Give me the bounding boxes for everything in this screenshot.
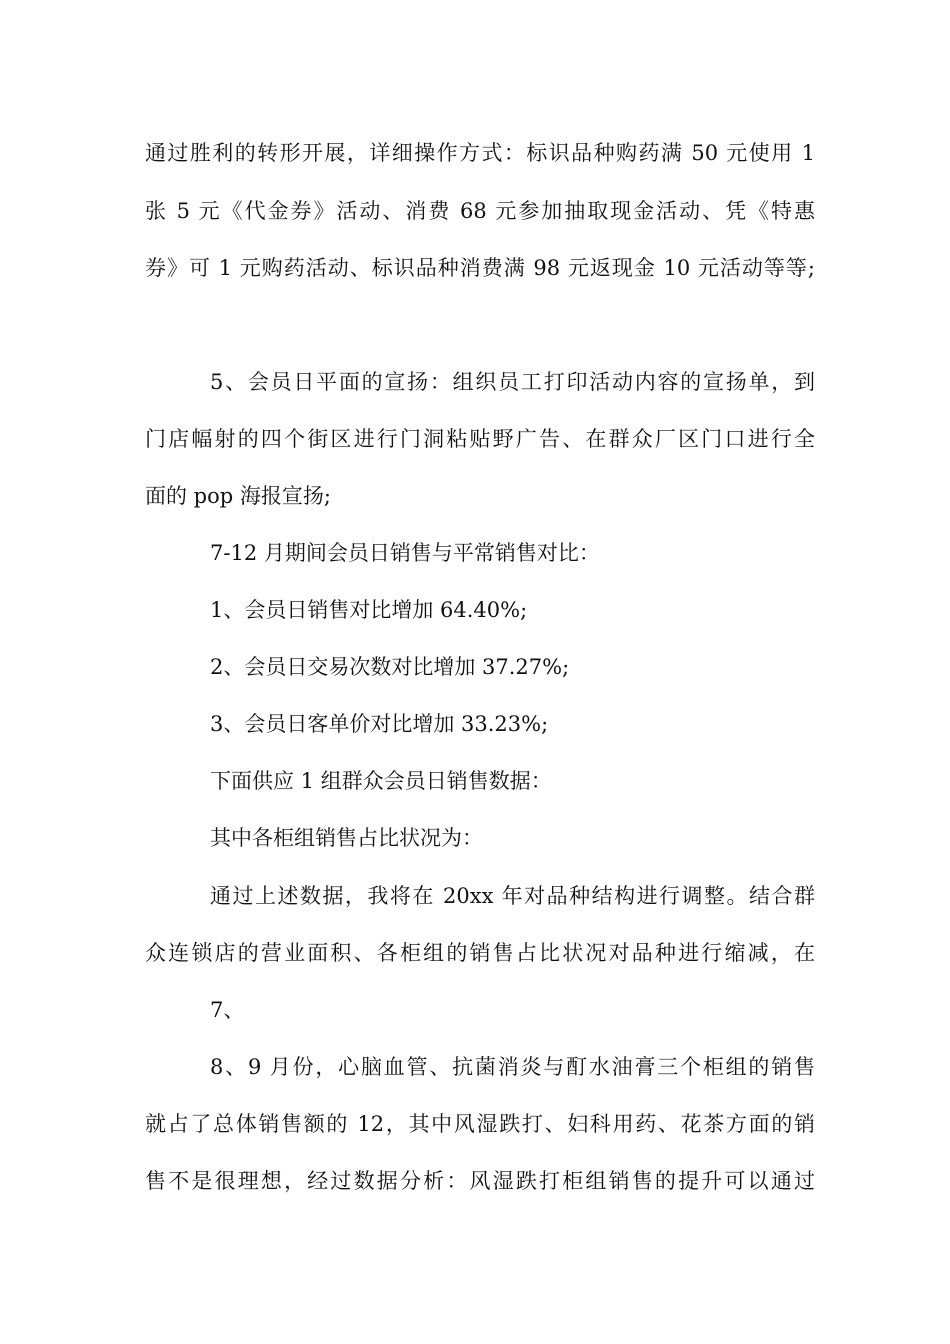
paragraph-line: 通过上述数据，我将在 20xx 年对品种结构进行调整。结合群 — [210, 884, 815, 908]
paragraph-line: 1、会员日销售对比增加 64.40%; — [210, 598, 528, 622]
paragraph-line: 5、会员日平面的宣扬：组织员工打印活动内容的宣扬单，到 — [210, 370, 815, 394]
paragraph-line: 2、会员日交易次数对比增加 37.27%; — [210, 655, 570, 679]
paragraph-line: 下面供应 1 组群众会员日销售数据： — [210, 769, 552, 793]
paragraph-line: 众连锁店的营业面积、各柜组的销售占比状况对品种进行缩减，在 — [145, 941, 815, 965]
paragraph-line: 面的 pop 海报宣扬; — [145, 484, 331, 508]
paragraph-line: 就占了总体销售额的 12，其中风湿跌打、妇科用药、花茶方面的销 — [145, 1112, 815, 1136]
paragraph-line: 8、9 月份，心脑血管、抗菌消炎与酊水油膏三个柜组的销售 — [210, 1055, 815, 1079]
paragraph-line: 门店幅射的四个街区进行门洞粘贴野广告、在群众厂区门口进行全 — [145, 427, 815, 451]
paragraph-line: 售不是很理想，经过数据分析：风湿跌打柜组销售的提升可以通过 — [145, 1169, 815, 1193]
paragraph-line: 7、 — [210, 998, 245, 1022]
paragraph-line: 通过胜利的转形开展，详细操作方式：标识品种购药满 50 元使用 1 — [145, 141, 815, 165]
paragraph-line: 其中各柜组销售占比状况为： — [210, 826, 483, 850]
paragraph-line: 3、会员日客单价对比增加 33.23%; — [210, 712, 549, 736]
paragraph-line: 券》可 1 元购药活动、标识品种消费满 98 元返现金 10 元活动等等; — [145, 256, 815, 280]
paragraph-line: 张 5 元《代金券》活动、消费 68 元参加抽取现金活动、凭《特惠 — [145, 199, 815, 223]
paragraph-line: 7-12 月期间会员日销售与平常销售对比： — [210, 541, 600, 565]
